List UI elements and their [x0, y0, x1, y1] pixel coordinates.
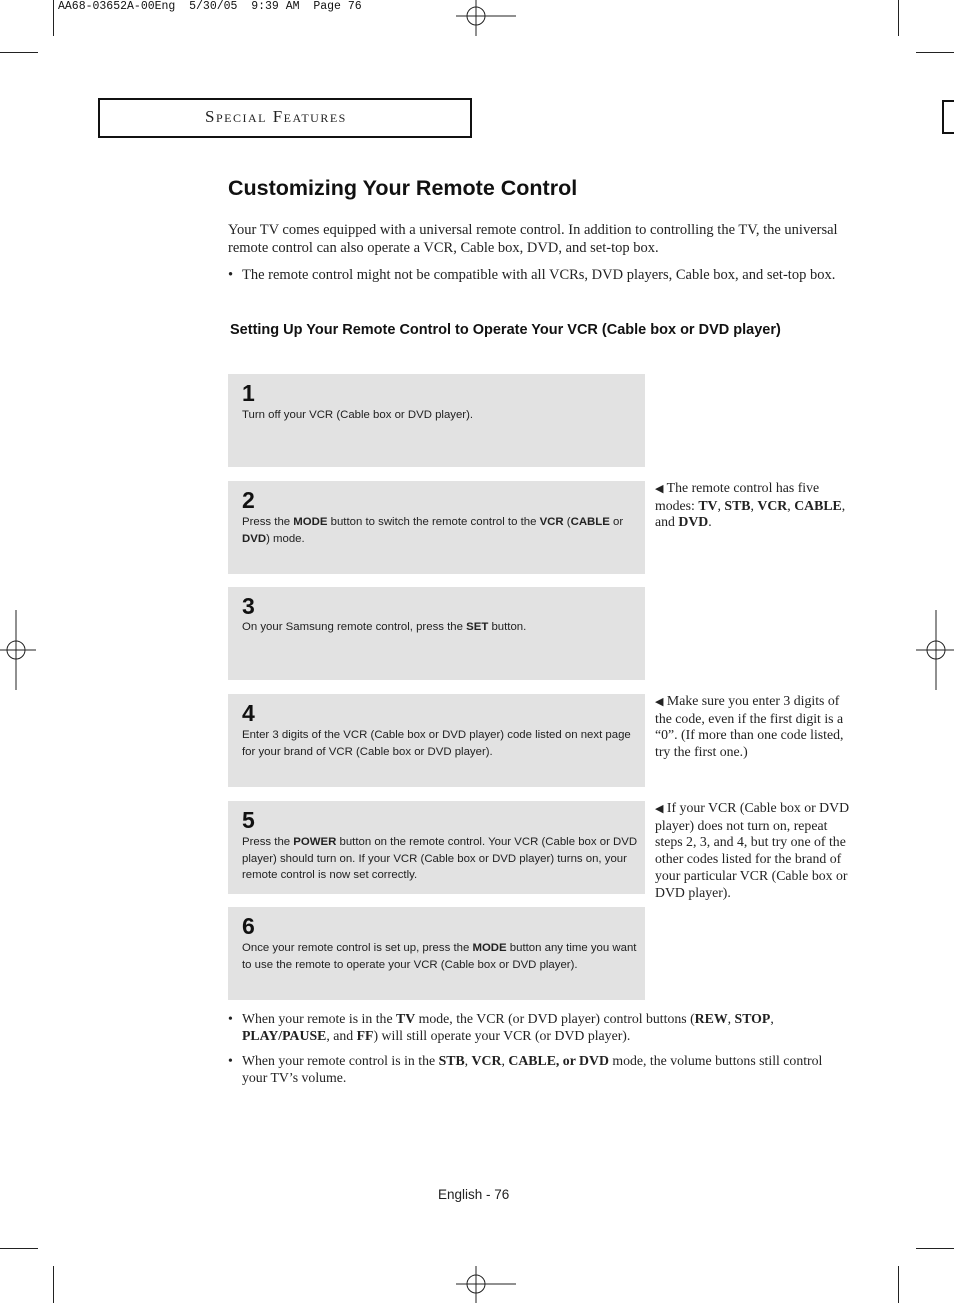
key-label: SET [466, 621, 489, 633]
slug-line: AA68-03652A-00Eng 5/30/05 9:39 AM Page 76 [58, 0, 362, 13]
bottom-bullet: • When your remote is in the TV mode, the VCR (or DVD player) control buttons (REW, STOP, PLAY/PAUSE, and FF) will still operate your VCR (or DVD player). [228, 1011, 774, 1043]
registration-mark-icon [456, 1266, 516, 1303]
key-label: MODE [472, 942, 507, 954]
key-label: DVD [242, 532, 267, 545]
section-subheading: Setting Up Your Remote Control to Operate Your VCR (Cable box or DVD player) [230, 322, 781, 338]
step-number: 3 [242, 593, 255, 619]
left-arrow-icon: ◀ [655, 482, 664, 495]
page-tab-mark [942, 100, 954, 134]
key-label: MODE [293, 516, 328, 528]
step-text: Press the POWER button on the remote control. Your VCR (Cable box or DVD player) should turn on. If your VCR (Cable box or DVD player) turns on, your remote control is now set correctly. [242, 836, 638, 881]
step-text: Press the MODE button to switch the remote control to the VCR (CABLE or DVD) mode. [242, 516, 624, 545]
section-header: Special Features [205, 107, 347, 126]
crop-mark [53, 0, 54, 36]
bottom-bullet: • When your remote control is in the STB, VCR, CABLE, or DVD mode, the volume buttons still control your TV’s volume. [228, 1053, 823, 1085]
left-arrow-icon: ◀ [655, 695, 664, 708]
step-text: Turn off your VCR (Cable box or DVD player). [242, 409, 474, 421]
crop-mark [916, 52, 954, 53]
step-box [228, 481, 645, 574]
step-text: Enter 3 digits of the VCR (Cable box or DVD player) code listed on next page for your brand of VCR (Cable box or DVD player). [242, 729, 631, 758]
left-arrow-icon: ◀ [655, 802, 664, 815]
key-label: POWER [293, 836, 337, 848]
registration-mark-icon [916, 610, 954, 690]
step-number: 2 [242, 487, 255, 513]
crop-mark [0, 1248, 38, 1249]
side-note: ◀ If your VCR (Cable box or DVD player) does not turn on, repeat steps 2, 3, and 4, but try one of the other codes listed for the brand of your particular VCR (Cable box or DVD player). [655, 800, 850, 900]
bullet-glyph: • [228, 267, 234, 283]
intro-bullet-text: The remote control might not be compatible with all VCRs, DVD players, Cable box, and set-top box. [242, 267, 836, 283]
step-number: 5 [242, 807, 255, 833]
step-text: Once your remote control is set up, press the MODE button any time you want to use the remote to operate your VCR (Cable box or DVD player). [242, 942, 637, 971]
side-note: ◀ The remote control has five modes: TV, STB, VCR, CABLE, and DVD. [655, 480, 846, 530]
step-box [228, 374, 645, 467]
side-note: ◀ Make sure you enter 3 digits of the code, even if the first digit is a “0”. (If more than one code listed, try the first one.) [655, 693, 844, 760]
step-box [228, 587, 645, 680]
step-text: On your Samsung remote control, press the SET button. [242, 621, 527, 633]
step-number: 1 [242, 380, 255, 406]
intro-bullet [228, 266, 842, 284]
crop-mark [0, 52, 38, 53]
crop-mark [53, 1266, 54, 1303]
key-label: CABLE [570, 516, 610, 528]
section-header-box [98, 98, 472, 138]
step-number: 4 [242, 700, 255, 726]
intro-paragraph: Your TV comes equipped with a universal remote control. In addition to controlling the TV, the universal remote control can also operate a VCR, Cable box, DVD, and set-top box. [228, 222, 838, 256]
crop-mark [916, 1248, 954, 1249]
registration-mark-icon [0, 610, 36, 690]
step-box [228, 801, 645, 894]
registration-mark-icon [456, 0, 516, 36]
crop-mark [898, 1266, 899, 1303]
page-footer: English - 76 [438, 1187, 510, 1202]
page-title: Customizing Your Remote Control [228, 176, 578, 200]
step-number: 6 [242, 913, 255, 939]
step-box [228, 694, 645, 787]
crop-mark [898, 0, 899, 36]
key-label: VCR [539, 516, 564, 528]
step-box [228, 907, 645, 1000]
